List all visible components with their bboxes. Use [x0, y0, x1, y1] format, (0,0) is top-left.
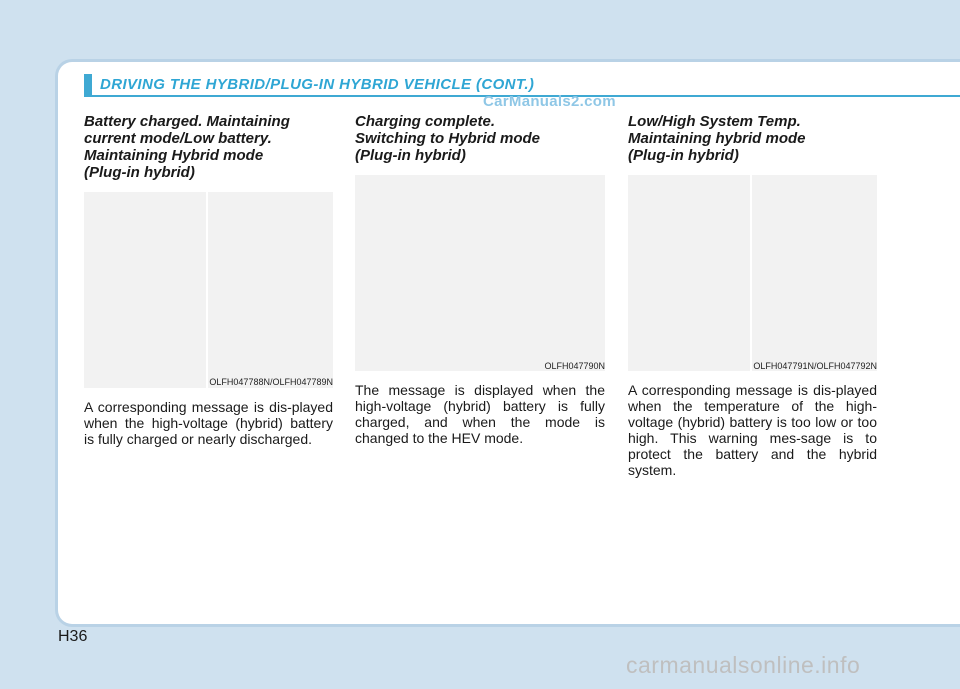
- figure-caption: OLFH047791N/OLFH047792N: [753, 361, 877, 371]
- figure-caption: OLFH047790N: [544, 361, 605, 371]
- column-heading: Battery charged. Maintaining current mode/Low battery. Maintaining Hybrid mode (Plug-in hybrid): [84, 113, 290, 181]
- section-header-accent: [84, 74, 92, 96]
- figure-caption: OLFH047788N/OLFH047789N: [209, 377, 333, 387]
- column-system-temp: [628, 113, 878, 164]
- cluster-display-figure: [84, 192, 333, 388]
- cluster-display-figure: [355, 175, 605, 371]
- page-number: H36: [58, 628, 88, 645]
- column-charging-complete: [355, 113, 605, 164]
- section-header-title: DRIVING THE HYBRID/PLUG-IN HYBRID VEHICLE (CONT.): [100, 76, 535, 93]
- figure-divider: [206, 192, 208, 388]
- cluster-display-figure: [628, 175, 877, 371]
- column-body-text: The message is displayed when the high-voltage (hybrid) battery is fully charged, and when the mode is changed to the HEV mode.: [355, 382, 605, 446]
- column-body-text: A corresponding message is dis-played when the high-voltage (hybrid) battery is fully charged or nearly discharged.: [84, 399, 333, 447]
- column-body-text: A corresponding message is dis-played when the temperature of the high-voltage (hybrid) battery is too low or too high. This warning mes-sage is to protect the battery and the hybrid system.: [628, 382, 877, 478]
- figure-divider: [750, 175, 752, 371]
- column-heading: Charging complete. Switching to Hybrid mode (Plug-in hybrid): [355, 113, 541, 164]
- watermark-link[interactable]: CarManuals2.com: [483, 93, 616, 110]
- column-battery-charged: [84, 113, 334, 181]
- column-heading: Low/High System Temp. Maintaining hybrid mode (Plug-in hybrid): [628, 113, 806, 164]
- watermark-link[interactable]: carmanualsonline.info: [626, 652, 861, 678]
